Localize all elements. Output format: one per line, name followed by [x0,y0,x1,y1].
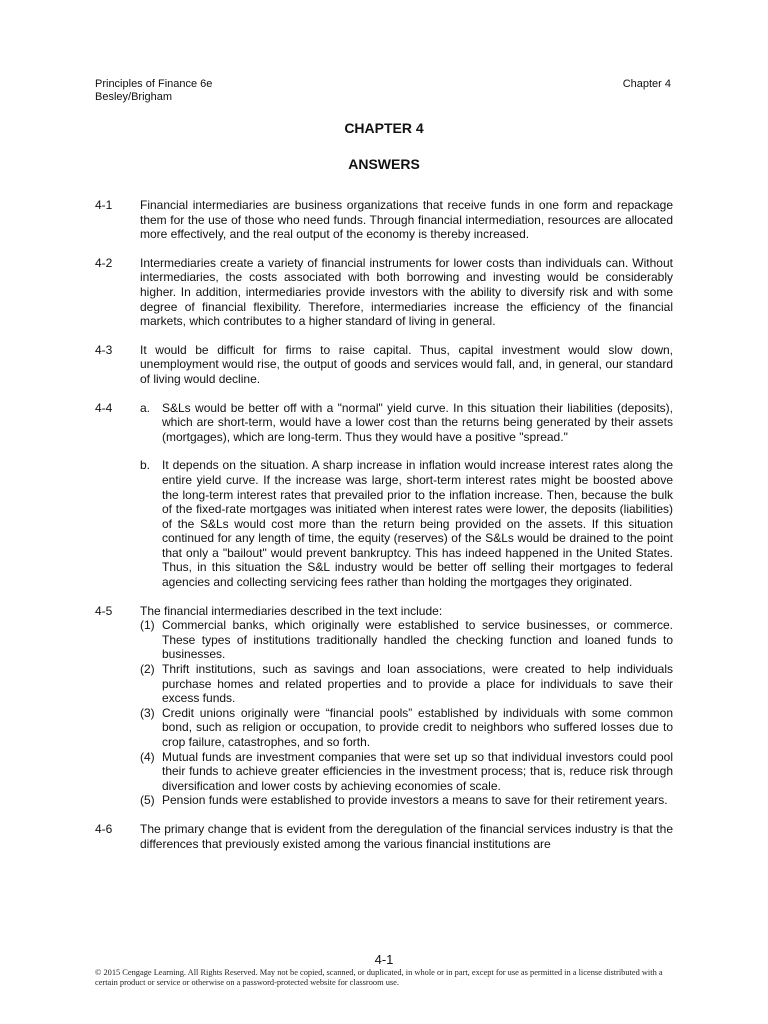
document-page [95,78,673,865]
list-item [140,662,673,706]
chapter-title: CHAPTER 4 [344,120,424,136]
sub-answer-letter: b. [140,458,151,473]
list-text: Commercial banks, which originally were established to service businesses, or commerce. These types of institutions traditionally handled the checking function and loaned funds to businesses. [162,618,673,662]
list-item [140,706,673,750]
page-number: 4-1 [374,952,394,967]
answer-item [95,343,673,387]
section-title: ANSWERS [348,156,420,172]
answer-intro: The financial intermediaries described in the text include: [140,603,443,618]
copyright-notice: © 2015 Cengage Learning. All Rights Reserved. May not be copied, scanned, or duplicated, in whole or in part, except for use as permitted in a license distributed with a certain product or service or otherwise on a password-protected website for classroom use. [95,968,663,987]
sub-answer-letter: a. [140,400,151,415]
book-title: Principles of Finance 6e [95,78,213,90]
list-index: (1) [140,618,155,633]
list-item [140,750,673,794]
answer-text: Financial intermediaries are business organizations that receive funds in one form and repackage them for the use of those who need funds. Through financial intermediation, resources are allocated more effectively, and the real output of the economy is thereby increased. [140,198,673,242]
list-text: Thrift institutions, such as savings and loan associations, were created to help individuals purchase homes and related properties and to provide a place for individuals to save their excess funds. [162,662,673,706]
answer-number: 4-5 [95,603,113,618]
answer-text: The primary change that is evident from the deregulation of the financial services industry is that the differences that previously existed among the various financial institutions are [140,821,673,851]
answer-item [95,401,673,590]
list-text: Credit unions originally were “financial pools” established by individuals with some common bond, such as religion or occupation, to provide credit to neighbors who suffered losses due to crop failure, catastrophes, and so forth. [162,705,673,749]
intermediaries-list [140,618,673,808]
answer-text: It would be difficult for firms to raise capital. Thus, capital investment would slow down, unemployment would rise, the output of goods and services would fall, and, in general, our standard of living would decline. [140,342,673,386]
list-index: (5) [140,793,155,808]
list-item [140,618,673,662]
answer-number: 4-6 [95,821,113,836]
answer-number: 4-4 [95,400,113,415]
page-footer [95,952,673,988]
list-index: (4) [140,749,155,764]
answer-text: Intermediaries create a variety of financial instruments for lower costs than individuals can. Without intermediaries, the costs associated with both borrowing and investing would be considerably higher. In addition, intermediaries provide investors with the ability to diversify risk and with some degree of financial flexibility. Therefore, intermediaries increase the efficiency of the financial markets, which contributes to a higher standard of living in general. [140,255,673,329]
answer-item [95,604,673,808]
answer-number: 4-1 [95,198,113,212]
book-authors: Besley/Brigham [95,91,173,103]
list-index: (3) [140,705,155,720]
sub-answer-text: It depends on the situation. A sharp increase in inflation would increase interest rates along the entire yield curve. If the increase was large, short-term interest rates might be boosted above the long-term interest rates that prevailed prior to the inflation increase. Then, because the bulk of the fixed-rate mortgages was initiated when interest rates were lower, the deposits (liabilities) of the S&Ls would cost more than the return being provided on the assets. If this situation continued for any length of time, the equity (reserves) of the S&Ls would be drained to the point that only a "bailout" would prevent bankruptcy. This has indeed happened in the United States. Thus, in this situation the S&L industry would be better off selling their mortgages to federal agencies and collecting servicing fees rather than holding the mortgages they originated. [162,458,673,590]
list-index: (2) [140,662,155,677]
answer-item [95,256,673,329]
answer-item [95,822,673,851]
sub-answer-text: S&Ls would be better off with a "normal" yield curve. In this situation their liabilities (deposits), which are short-term, would have a lower cost than the returns being generated by their assets (mortgages), which are long-term. Thus they would have a positive "spread." [162,400,673,444]
chapter-label: Chapter 4 [622,78,671,90]
answers-list [95,198,673,851]
answer-number: 4-3 [95,342,113,357]
list-item [140,793,673,808]
sub-answer [140,458,673,589]
list-text: Mutual funds are investment companies that were set up so that individual investors could pool their funds to achieve greater efficiencies in the investment process; that is, reduce risk through diversification and lower costs by achieving economies of scale. [162,749,673,793]
answer-number: 4-2 [95,255,113,270]
sub-answer [140,401,673,445]
list-text: Pension funds were established to provide investors a means to save for their retirement years. [162,793,668,808]
page-header [95,78,673,104]
answer-item [95,198,673,242]
